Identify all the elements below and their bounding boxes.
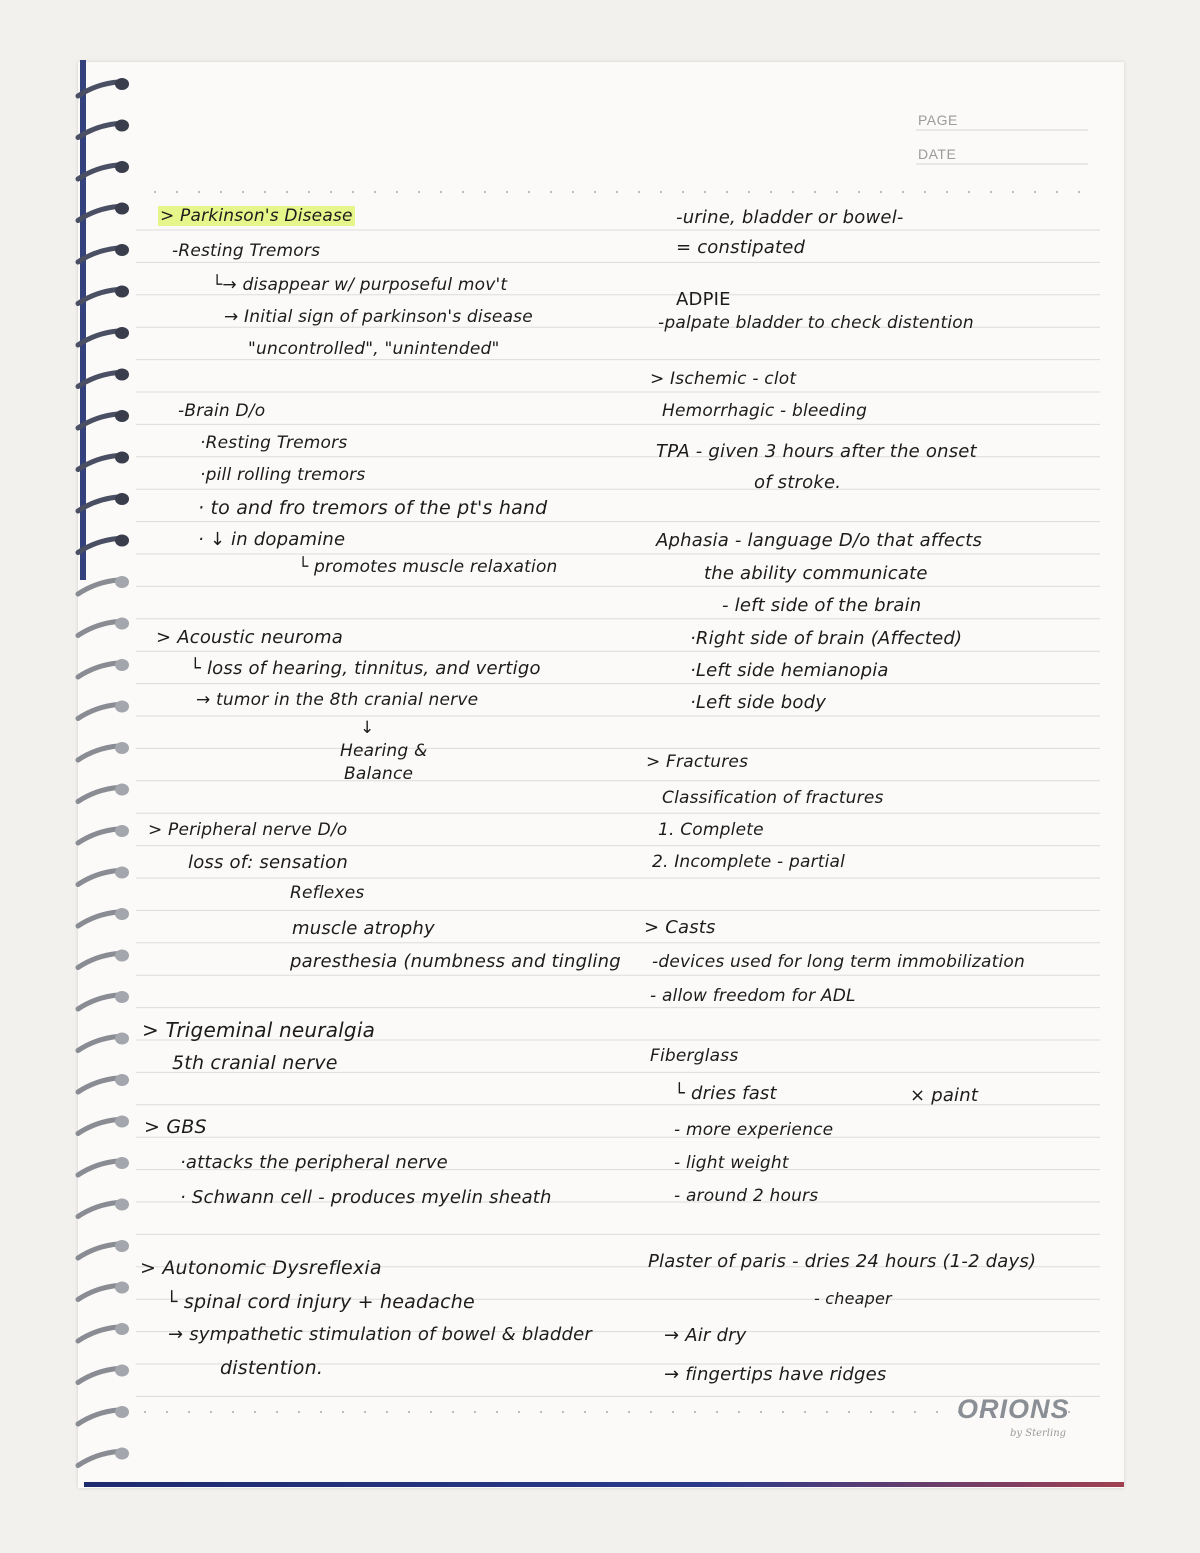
spiral-ring [78,950,129,968]
note-line: - left side of the brain [722,595,922,616]
note-line: └ dries fast [674,1083,777,1104]
spiral-binding [68,60,148,1490]
spiral-ring [78,1282,129,1300]
spiral-ring [78,991,129,1009]
note-line: └ promotes muscle relaxation [298,557,558,577]
note-line: → sympathetic stimulation of bowel & bladder [168,1324,593,1345]
note-line: · to and fro tremors of the pt's hand [198,497,548,519]
spiral-ring [78,908,129,926]
note-line: ·Left side hemianopia [690,660,889,681]
heading-parkinsons: > Parkinson's Disease [160,206,353,226]
note-line: × paint [910,1085,979,1106]
note-line: ·Left side body [690,692,827,713]
note-line: -devices used for long term immobilization [652,952,1025,972]
spiral-ring [78,1074,129,1092]
note-line: - allow freedom for ADL [650,986,856,1006]
note-line: -urine, bladder or bowel- [676,207,904,228]
spiral-ring [78,1033,129,1051]
note-line: └→ disappear w/ purposeful mov't [212,275,508,295]
heading-brain: -Brain D/o [178,401,266,421]
note-line: = constipated [676,237,806,258]
heading-plaster-of-paris: Plaster of paris - dries 24 hours (1-2 days) [648,1251,1037,1272]
brand-sub-logo: by Sterling [1010,1428,1067,1439]
spiral-ring [78,867,129,885]
note-line: Hemorrhagic - bleeding [662,401,868,421]
note-line: · ↓ in dopamine [198,529,346,550]
note-line: ·Right side of brain (Affected) [690,628,963,649]
spiral-ring [78,1116,129,1134]
note-line: ·pill rolling tremors [200,465,366,485]
heading-fractures: > Fractures [646,752,749,772]
note-line: ·attacks the peripheral nerve [180,1152,448,1173]
heading-fiberglass: Fiberglass [650,1046,739,1066]
cover-edge [84,1482,1124,1487]
note-line: - more experience [674,1120,834,1140]
spiral-ring [78,1365,129,1383]
spiral-ring [78,659,129,677]
note-line: TPA - given 3 hours after the onset [656,441,977,462]
spiral-ring [78,701,129,719]
note-line: Balance [344,764,414,784]
note-line: 2. Incomplete - partial [652,852,846,872]
heading-acoustic-neuroma: > Acoustic neuroma [156,627,343,648]
spiral-ring [78,825,129,843]
spiral-ring [78,1157,129,1175]
note-line: → tumor in the 8th cranial nerve [196,690,479,710]
spiral-ring [78,1448,129,1466]
note-line: ·Resting Tremors [200,433,348,453]
note-line: └ loss of hearing, tinnitus, and vertigo [190,658,541,679]
note-line: ADPIE [676,289,731,310]
spiral-ring [78,618,129,636]
note-line: -palpate bladder to check distention [658,313,974,333]
note-line: Reflexes [290,883,365,903]
note-line: loss of: sensation [188,852,348,873]
note-line: → Air dry [664,1325,747,1346]
note-line: Classification of fractures [662,788,884,808]
spiral-ring [78,1406,129,1424]
note-line: paresthesia (numbness and tingling [290,951,621,972]
note-line: the ability communicate [704,563,928,584]
note-line: - around 2 hours [674,1186,819,1206]
note-line: "uncontrolled", "unintended" [248,339,500,359]
note-line: → fingertips have ridges [664,1364,887,1385]
note-line: Hearing & [340,741,428,761]
heading-casts: > Casts [644,917,716,938]
spiral-ring [78,1323,129,1341]
heading-autonomic-dysreflexia: > Autonomic Dysreflexia [140,1257,382,1279]
note-line: - light weight [674,1153,789,1173]
note-line: muscle atrophy [292,918,435,939]
note-line: └ spinal cord injury + headache [166,1291,475,1313]
note-arrow: ↓ [360,718,375,738]
spiral-ring [78,1199,129,1217]
heading-ischemic: > Ischemic - clot [650,369,797,389]
note-line: Aphasia - language D/o that affects [656,530,983,551]
note-line: → Initial sign of parkinson's disease [224,307,533,327]
date-label: DATE [918,146,957,162]
note-line: - cheaper [814,1289,892,1308]
spiral-ring [78,1240,129,1258]
spiral-ring [78,784,129,802]
spiral-ring [78,742,129,760]
heading-trigeminal-neuralgia: > Trigeminal neuralgia [142,1018,376,1042]
page-label: PAGE [918,112,958,128]
note-line: of stroke. [754,472,842,493]
heading-peripheral-nerve: > Peripheral nerve D/o [148,820,348,840]
note-line: 1. Complete [658,820,764,840]
note-line: distention. [220,1357,324,1379]
note-line: · Schwann cell - produces myelin sheath [180,1187,552,1208]
note-line: -Resting Tremors [172,241,321,261]
heading-gbs: > GBS [144,1116,207,1138]
brand-logo: ORIONS [957,1394,1070,1424]
note-line: 5th cranial nerve [172,1052,338,1074]
